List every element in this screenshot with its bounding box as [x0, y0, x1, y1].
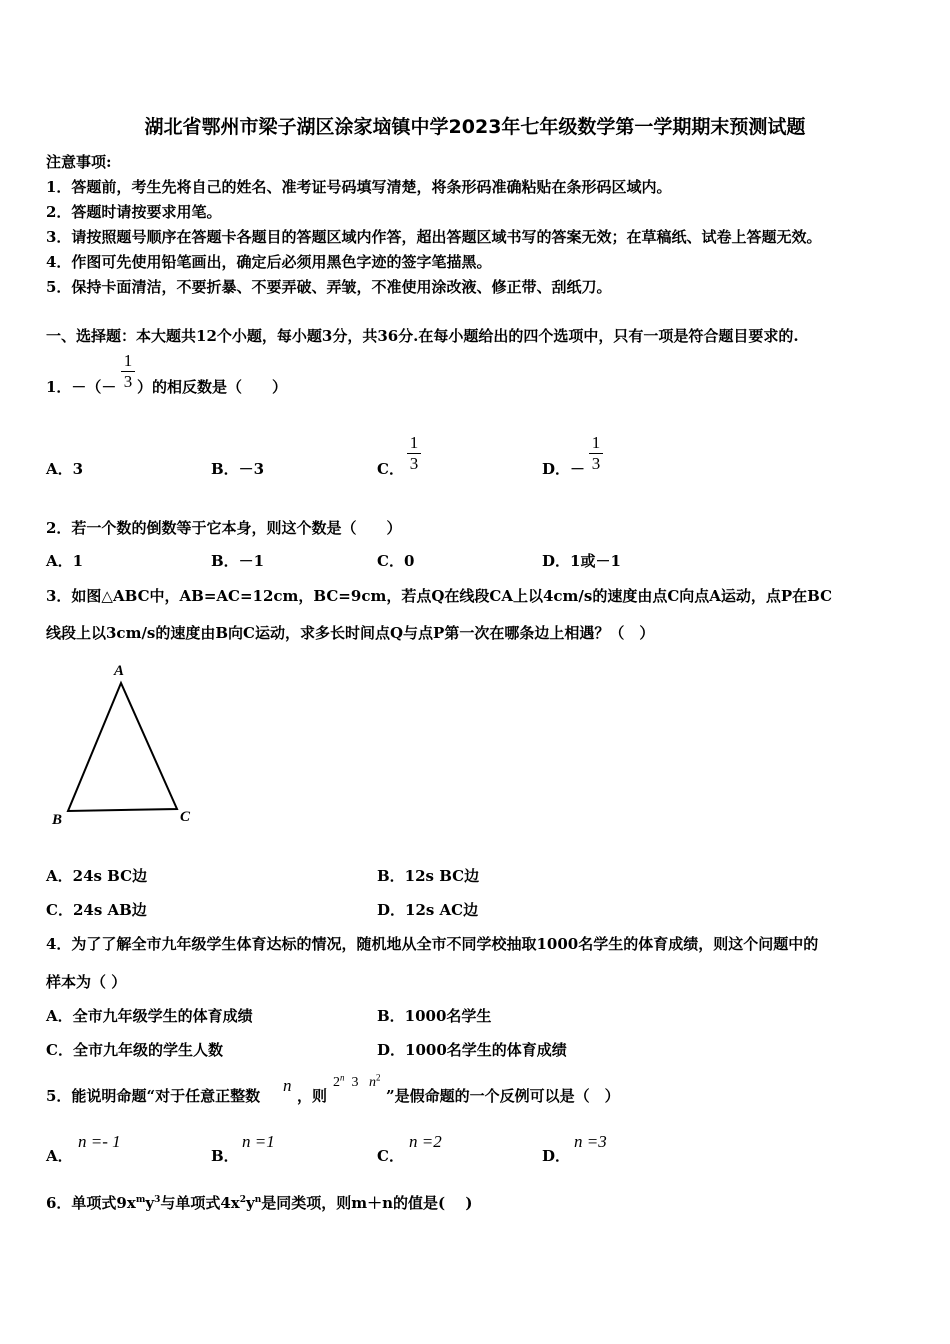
q1-option-d-fraction	[589, 434, 603, 473]
q4-stem-line2: 样本为（ ）	[46, 973, 127, 991]
q1-option-a[interactable]: A．3	[46, 460, 84, 478]
q3-option-a[interactable]: A．24s BC边	[46, 867, 148, 885]
q5-option-c[interactable]: C．	[377, 1147, 404, 1165]
q3-option-d[interactable]: D．12s AC边	[377, 901, 479, 919]
q3-option-c[interactable]: C．24s AB边	[46, 901, 147, 919]
q5-option-c-value: n =2	[409, 1132, 442, 1151]
q4-option-d[interactable]: D．1000名学生的体育成绩	[377, 1041, 567, 1059]
q4-option-a[interactable]: A．全市九年级学生的体育成绩	[46, 1007, 253, 1025]
q3-stem-line2: 线段上以3cm/s的速度由B向C运动，求多长时间点Q与点P第一次在哪条边上相遇？（ ）	[46, 624, 655, 642]
triangle-abc	[68, 683, 177, 811]
q4-option-b[interactable]: B．1000名学生	[377, 1007, 492, 1025]
q4-stem-line1: 4．为了了解全市九年级学生体育达标的情况，随机地从全市不同学校抽取1000名学生的体育成绩，则这个问题中的	[46, 935, 819, 953]
fraction-numerator: 1	[409, 433, 419, 452]
q1-prefix: 1．－（－	[46, 378, 117, 396]
vertex-label-a: A	[114, 663, 125, 679]
q1-option-d[interactable]: D．－	[542, 460, 586, 478]
fraction-numerator: 1	[591, 433, 601, 452]
q5-option-b[interactable]: B．	[211, 1147, 239, 1165]
q5-option-d[interactable]: D．	[542, 1147, 571, 1165]
q3-option-b[interactable]: B．12s BC边	[377, 867, 480, 885]
notice-item: 2．答题时请按要求用笔。	[46, 203, 222, 221]
q4-option-c[interactable]: C．全市九年级的学生人数	[46, 1041, 223, 1059]
q5-stem-part3: ”是假命题的一个反例可以是（ ）	[386, 1087, 620, 1105]
q6-part2: 与单项式4x	[160, 1194, 240, 1212]
fraction-denominator: 3	[409, 454, 419, 473]
q5-stem-part2: ，则	[297, 1087, 328, 1105]
q2-option-a[interactable]: A．1	[46, 552, 84, 570]
section-heading: 一、选择题：本大题共12个小题，每小题3分，共36分.在每小题给出的四个选项中，只有一项是符合题目要求的.	[46, 327, 799, 345]
q1-option-c-fraction	[407, 434, 421, 473]
q2-option-b[interactable]: B．－1	[211, 552, 265, 570]
q5-option-d-value: n =3	[574, 1132, 607, 1151]
notice-item: 3．请按照题号顺序在答题卡各题目的答题区域内作答，超出答题区域书写的答案无效；在草稿纸、试卷上答题无效。	[46, 228, 822, 246]
q1-suffix: ）的相反数是（ ）	[137, 378, 288, 396]
q2-stem: 2．若一个数的倒数等于它本身，则这个数是（ ）	[46, 519, 402, 537]
notice-item: 4．作图可先使用铅笔画出，确定后必须用黑色字迹的签字笔描黑。	[46, 253, 492, 271]
fraction-denominator: 3	[123, 372, 133, 391]
q5-inequality-expression: 2$^n$ 3 $n^2$	[333, 1072, 381, 1090]
notice-heading: 注意事项:	[46, 153, 112, 171]
q5-option-a-value: n =- 1	[78, 1132, 121, 1151]
triangle-abc-figure	[40, 655, 210, 835]
notice-item: 1．答题前，考生先将自己的姓名、准考证号码填写清楚，将条形码准确粘贴在条形码区域内。	[46, 178, 672, 196]
q5-variable-n: n	[283, 1076, 292, 1095]
q1-option-c[interactable]: C．	[377, 460, 404, 478]
fraction-numerator: 1	[123, 351, 133, 370]
q6-part1: 6．单项式9x	[46, 1194, 136, 1212]
q5-stem-part1: 5．能说明命题“对于任意正整数	[46, 1087, 261, 1105]
q5-option-b-value: n =1	[242, 1132, 275, 1151]
notice-item: 5．保持卡面清洁，不要折暴、不要弄破、弄皱，不准使用涂改液、修正带、刮纸刀。	[46, 278, 612, 296]
vertex-label-b: B	[52, 812, 63, 828]
q1-option-b[interactable]: B．－3	[211, 460, 265, 478]
fraction-denominator: 3	[591, 454, 601, 473]
q6-part3: 是同类项，则m＋n的值是( )	[261, 1194, 473, 1212]
page-title: 湖北省鄂州市梁子湖区涂家垴镇中学2023年七年级数学第一学期期末预测试题	[144, 116, 806, 138]
q2-option-c[interactable]: C．0	[377, 552, 415, 570]
q3-stem-line1: 3．如图△ABC中，AB=AC=12cm，BC=9cm，若点Q在线段CA上以4cm/s的速度由点C向点A运动，点P在BC	[46, 587, 833, 605]
q1-fraction	[121, 352, 135, 391]
q5-option-a[interactable]: A．	[46, 1147, 73, 1165]
q2-option-d[interactable]: D．1或－1	[542, 552, 621, 570]
q6-stem: 6．单项式$9x^my^3$与单项式$4x^2y^n$是同类项，则m＋n的值是( )	[46, 1194, 473, 1212]
vertex-label-c: C	[180, 809, 191, 825]
